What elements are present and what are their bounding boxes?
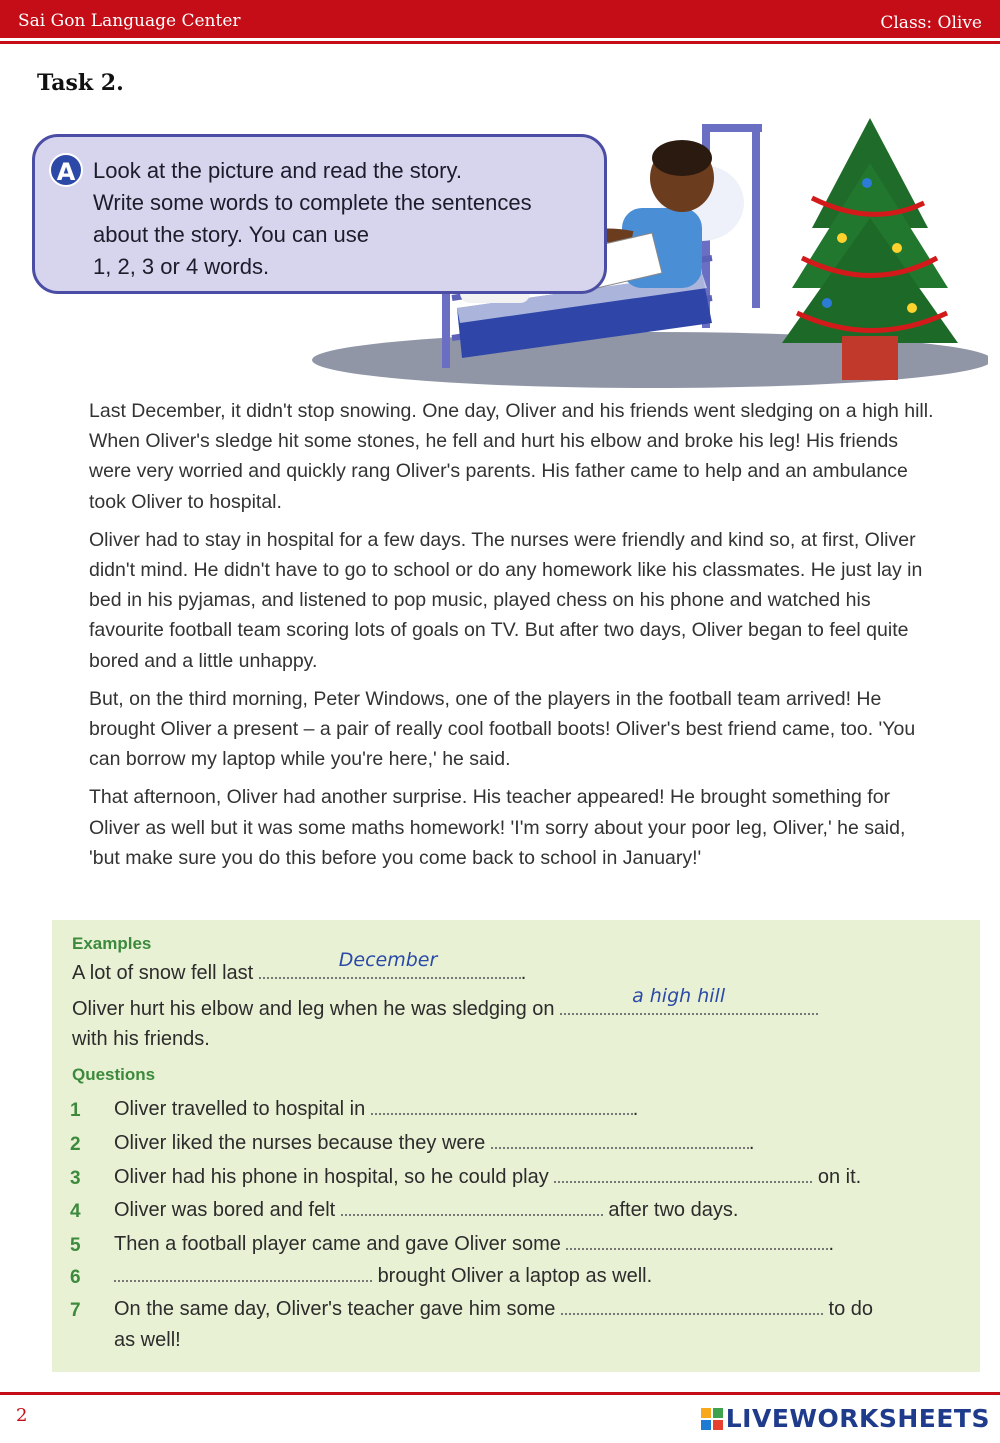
answer-input-3[interactable] (554, 1167, 812, 1183)
examples-heading: Examples (72, 934, 152, 953)
answer-input-2[interactable] (491, 1133, 749, 1149)
story-paragraph: But, on the third morning, Peter Windows, one of the players in the football team arrived! He brought Oliver a present – a pair of really cool football boots! Oliver's best friend came, too. 'You can borrow my laptop while you're here,' he said. (89, 687, 916, 771)
question-number: 3 (70, 1168, 81, 1189)
example-1-blank (259, 949, 521, 979)
question-7 (114, 1298, 873, 1321)
instruction-line: about the story. You can use (93, 222, 370, 247)
example-1-end: . (520, 962, 527, 984)
section-a-badge: A (49, 153, 83, 187)
question-1-text: Oliver travelled to hospital in (114, 1098, 366, 1120)
question-number: 1 (70, 1100, 81, 1121)
question-3-end: on it. (817, 1166, 862, 1188)
question-1-end: . (632, 1098, 639, 1120)
example-1 (72, 949, 527, 985)
question-3 (114, 1166, 861, 1189)
liveworksheets-logo (701, 1404, 990, 1433)
story-illustration (12, 108, 988, 390)
question-5-end: . (828, 1233, 835, 1255)
header-rule (0, 41, 1000, 44)
question-7-continued: as well! (114, 1329, 181, 1351)
instruction-text (93, 155, 593, 283)
question-7-text: On the same day, Oliver's teacher gave him some (114, 1298, 556, 1320)
story-text (89, 396, 939, 881)
instruction-line: Write some words to complete the sentences (93, 190, 532, 215)
header-bar (0, 0, 1000, 38)
story-paragraph: That afternoon, Oliver had another surprise. His teacher appeared! He brought something for Oliver as well but it was some maths homework! 'I'm sorry about your poor leg, Oliver,' he said, 'but make sure you do this before you come back to school in January!' (89, 786, 906, 869)
question-number: 7 (70, 1300, 81, 1321)
question-7-end: to do (828, 1298, 874, 1320)
instruction-line: Look at the picture and read the story. (93, 158, 462, 183)
question-2-text: Oliver liked the nurses because they were (114, 1132, 486, 1154)
footer-rule (0, 1392, 1000, 1395)
task-title: Task 2. (37, 70, 124, 96)
question-5-text: Then a football player came and gave Oliver some (114, 1233, 561, 1255)
question-4-text: Oliver was bored and felt (114, 1199, 336, 1221)
example-1-answer: December (338, 949, 438, 971)
example-2 (72, 985, 818, 1021)
example-2-blank (560, 985, 818, 1015)
question-6 (114, 1265, 652, 1288)
question-4-end: after two days. (608, 1199, 739, 1221)
story-paragraph: Oliver had to stay in hospital for a few days. The nurses were friendly and kind so, at first, Oliver didn't mind. He didn't have to go to school or do any homework like his classmates. He just lay in bed in his pyjamas, and listened to pop music, played chess on his phone and watched his favourite football team scoring lots of goals on TV. But after two days, Oliver began to feel quite bored and a little unhappy. (89, 528, 923, 672)
instruction-line: 1, 2, 3 or 4 words. (93, 254, 270, 279)
instruction-callout (32, 134, 607, 294)
answer-input-1[interactable] (371, 1099, 633, 1115)
question-6-end: brought Oliver a laptop as well. (377, 1265, 653, 1287)
example-1-text: A lot of snow fell last (72, 962, 254, 984)
answer-input-5[interactable] (566, 1234, 828, 1250)
center-name: Sai Gon Language Center (18, 11, 241, 31)
page-number: 2 (16, 1405, 28, 1426)
answer-input-4[interactable] (341, 1200, 603, 1216)
question-number: 2 (70, 1134, 81, 1155)
answer-input-7[interactable] (561, 1299, 823, 1315)
question-number: 4 (70, 1201, 81, 1222)
liveworksheets-grid-icon (701, 1408, 723, 1430)
question-4 (114, 1199, 738, 1222)
example-2-answer: a high hill (632, 985, 726, 1007)
question-3-text: Oliver had his phone in hospital, so he could play (114, 1166, 549, 1188)
example-2-text: Oliver hurt his elbow and leg when he was sledging on (72, 998, 555, 1020)
answer-input-6[interactable] (114, 1266, 372, 1282)
example-2-continued: with his friends. (72, 1028, 210, 1050)
christmas-tree-icon (782, 118, 958, 380)
brand-name: LIVEWORKSHEETS (725, 1404, 990, 1433)
question-number: 5 (70, 1235, 81, 1256)
questions-heading: Questions (72, 1065, 156, 1084)
class-name: Class: Olive (880, 13, 982, 33)
question-2 (114, 1132, 754, 1155)
question-number: 6 (70, 1267, 81, 1288)
question-1 (114, 1098, 638, 1121)
story-paragraph: Last December, it didn't stop snowing. One day, Oliver and his friends went sledging on a high hill. When Oliver's sledge hit some stones, he fell and hurt his elbow and broke his leg! His friends were very worried and quickly rang Oliver's parents. His father came to help and an ambulance took Oliver to hospital. (89, 400, 934, 513)
question-2-end: . (748, 1132, 755, 1154)
questions-panel (52, 920, 980, 1372)
question-5 (114, 1233, 834, 1256)
